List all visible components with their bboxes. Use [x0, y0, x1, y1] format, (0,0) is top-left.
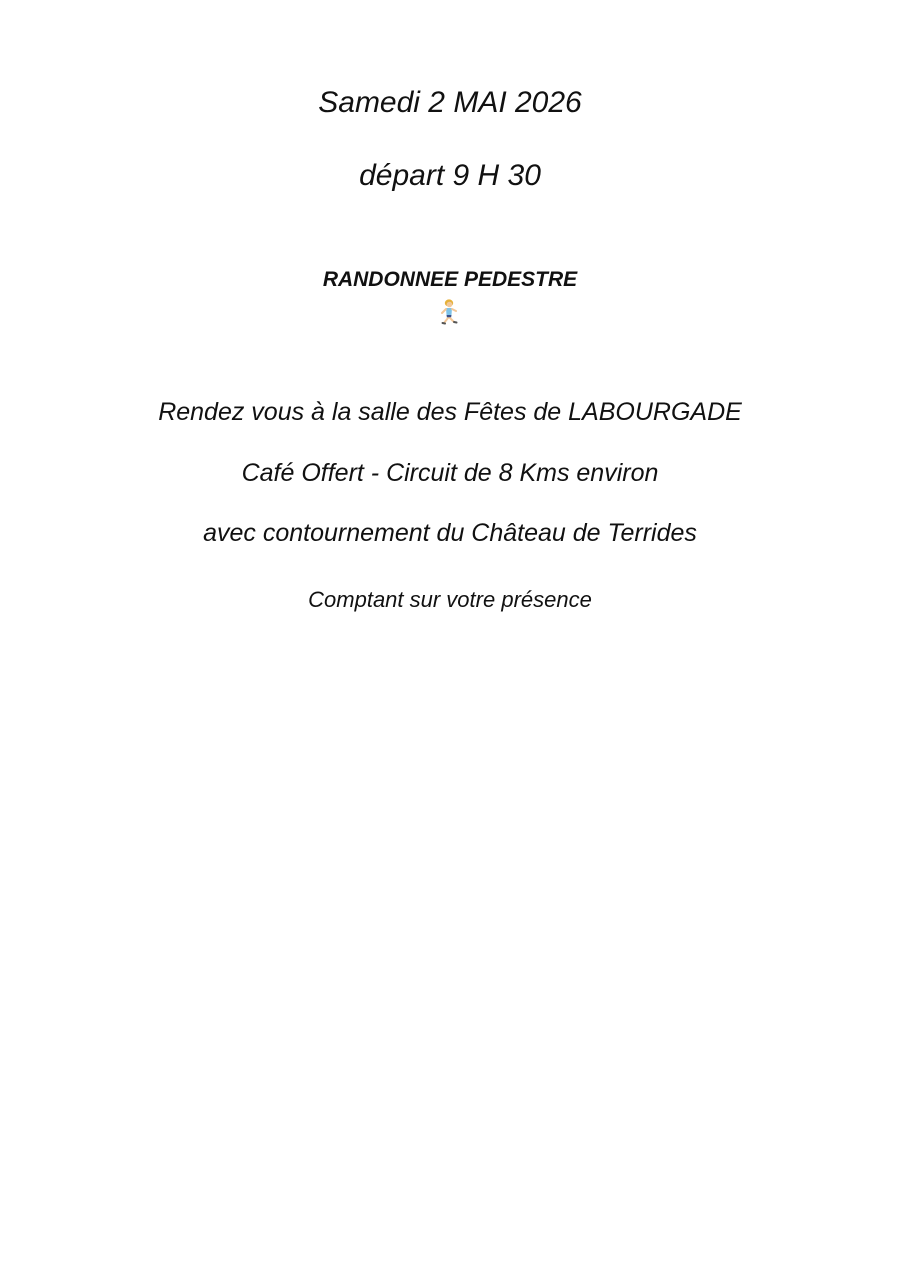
closing-line: Comptant sur votre présence [308, 587, 592, 612]
event-title: RANDONNEE PEDESTRE [322, 268, 578, 291]
route-description: avec contournement du Château de Terrides [203, 519, 697, 547]
event-details: Café Offert - Circuit de 8 Kms environ [241, 459, 659, 487]
runner-icon [436, 298, 462, 326]
event-date: Samedi 2 MAI 2026 [318, 86, 582, 119]
departure-time: départ 9 H 30 [359, 159, 541, 192]
meeting-place: Rendez vous à la salle des Fêtes de LABOURGADE [158, 398, 742, 426]
